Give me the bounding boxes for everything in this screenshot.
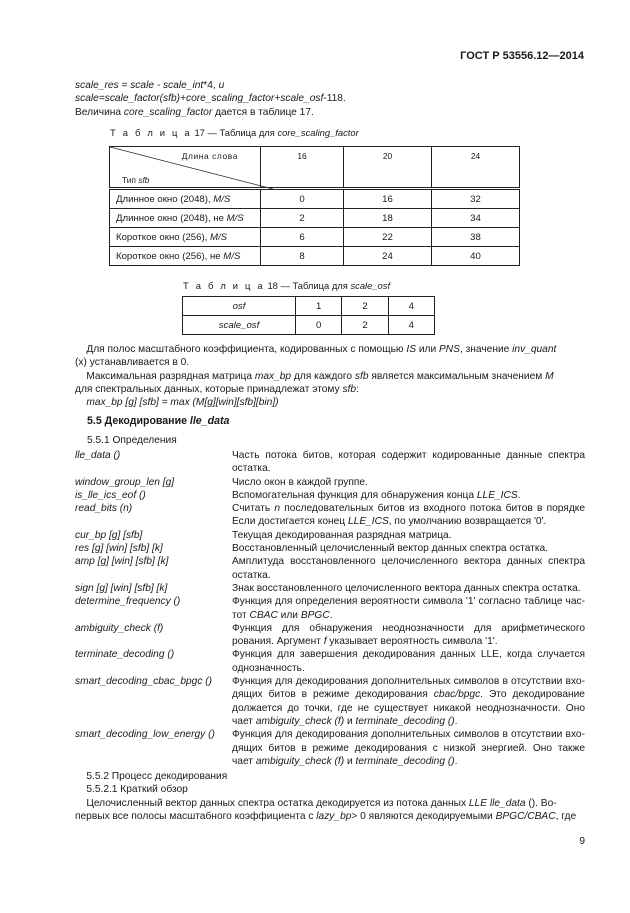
body-paragraphs bbox=[75, 343, 585, 409]
table-row bbox=[183, 316, 435, 335]
table-cell: 0 bbox=[261, 189, 344, 209]
table-cell: 1 bbox=[296, 297, 342, 316]
table-row bbox=[110, 247, 520, 266]
standard-header: ГОСТ Р 53556.12—2014 bbox=[460, 50, 584, 62]
definition-item bbox=[75, 728, 585, 768]
text-line: однозначность. bbox=[232, 662, 305, 674]
text-line: Функция для завершения декодирования данных LLE, когда случается bbox=[232, 649, 585, 661]
definition-description bbox=[232, 449, 585, 476]
table-cell: 22 bbox=[344, 228, 432, 247]
section-heading-5-5 bbox=[87, 415, 229, 427]
text-line: Считать n последовательных битов из входного потока битов в порядке bbox=[232, 503, 585, 515]
text-line: 5.5.2 Процесс декодирования bbox=[75, 771, 228, 782]
corner-bottom-var: sfb bbox=[138, 175, 150, 185]
col-header: 24 bbox=[431, 147, 519, 189]
table-cell: 32 bbox=[431, 189, 519, 209]
text-line: для спектральных данных, которые принадлежат этому sfb: bbox=[75, 383, 359, 395]
table-cell: 18 bbox=[344, 209, 432, 228]
text-line: 5.5.2.1 Краткий обзор bbox=[75, 784, 188, 796]
text-line: рования. Аргумент f указывает вероятность символа '1'. bbox=[232, 636, 498, 648]
definition-term: ambiguity_check (f) bbox=[75, 622, 164, 634]
definition-term: amp [g] [win] [sfb] [k] bbox=[75, 556, 169, 568]
definition-item bbox=[75, 622, 585, 649]
text-line: scale=scale_factor(sfb)+core_scaling_factor+scale_osf-118. bbox=[75, 93, 346, 105]
text-line: дящих битов в режиме декодирования с низкой энергией. Оно также bbox=[232, 742, 585, 754]
definition-term: terminate_decoding () bbox=[75, 649, 175, 661]
definition-description bbox=[232, 648, 585, 675]
text-line: Функция для определения вероятности символа '1' согласно таблице час- bbox=[232, 596, 585, 608]
definition-item bbox=[75, 648, 585, 675]
text-line: Функция для обнаружения неоднозначности для арифметического bbox=[232, 622, 585, 634]
caption-text: 17 — Таблица для bbox=[191, 127, 278, 138]
table18-caption bbox=[183, 280, 390, 291]
row-label: Длинное окно (2048), M/S bbox=[110, 189, 261, 209]
table-row bbox=[110, 228, 520, 247]
row-label: Короткое окно (256), M/S bbox=[110, 228, 261, 247]
table17 bbox=[109, 146, 520, 266]
table-row bbox=[110, 209, 520, 228]
text-line: Часть потока битов, которая содержит кодированные данные спектра bbox=[232, 450, 585, 461]
definition-description bbox=[232, 502, 585, 529]
col-header: 16 bbox=[261, 147, 344, 189]
text-line: Величина core_scaling_factor дается в таблице 17. bbox=[75, 106, 314, 118]
definition-term: smart_decoding_low_energy () bbox=[75, 729, 215, 741]
row-label: scale_osf bbox=[183, 316, 296, 335]
caption-prefix: Т а б л и ц а bbox=[183, 280, 265, 291]
text-line: Амплитуда восстановленного целочисленного вектора данных спектра bbox=[232, 556, 585, 568]
table-cell: 6 bbox=[261, 228, 344, 247]
definition-item bbox=[75, 542, 585, 555]
heading-text: 5.5 Декодирование bbox=[87, 415, 190, 427]
text-line: тот CBAC или BPGC. bbox=[232, 609, 333, 621]
definition-description bbox=[232, 728, 585, 768]
page-number: 9 bbox=[579, 836, 585, 847]
table17-corner-cell bbox=[110, 147, 261, 189]
definition-item bbox=[75, 449, 585, 476]
text-line: чает ambiguity_check (f) и terminate_decoding (). bbox=[232, 715, 458, 727]
definition-description bbox=[232, 555, 585, 582]
text-line: должается до точки, где не существует никакой неоднозначности. Оно bbox=[232, 702, 585, 714]
definition-item bbox=[75, 502, 585, 529]
intro-formulas bbox=[75, 79, 585, 119]
definition-item bbox=[75, 595, 585, 622]
definition-description bbox=[232, 595, 585, 622]
definition-description bbox=[232, 529, 585, 542]
text-line: Целочисленный вектор данных спектра остатка декодируется из потока данных LLE lle_data (). Во- bbox=[75, 797, 557, 809]
definitions-list bbox=[75, 449, 585, 768]
definition-description bbox=[232, 476, 585, 489]
row-label: Длинное окно (2048), не M/S bbox=[110, 209, 261, 228]
text-line: чает ambiguity_check (f) и terminate_decoding (). bbox=[232, 755, 458, 767]
caption-var: scale_osf bbox=[350, 280, 391, 291]
definition-description bbox=[232, 542, 585, 555]
definition-term: res [g] [win] [sfb] [k] bbox=[75, 543, 163, 555]
table-cell: 8 bbox=[261, 247, 344, 266]
caption-prefix: Т а б л и ц а bbox=[110, 127, 192, 138]
table-cell: 0 bbox=[296, 316, 342, 335]
table18 bbox=[182, 296, 435, 335]
definition-description bbox=[232, 675, 585, 728]
text-line: scale_res = scale - scale_int*4, и bbox=[75, 80, 225, 91]
text-line: Вспомогательная функция для обнаружения конца LLE_ICS. bbox=[232, 489, 521, 501]
table-row bbox=[183, 297, 435, 316]
definition-item bbox=[75, 476, 585, 489]
text-line: Для полос масштабного коэффициента, кодированных с помощью IS или PNS, значение inv_quant bbox=[75, 344, 557, 355]
text-line: Функция для декодирования дополнительных символов в отсутствии вхо- bbox=[232, 729, 585, 741]
table-row bbox=[110, 189, 520, 209]
corner-header-top: Длина слова bbox=[181, 151, 238, 161]
col-header: 20 bbox=[344, 147, 432, 189]
definition-term: sign [g] [win] [sfb] [k] bbox=[75, 582, 168, 594]
text-line: Знак восстановленного целочисленного вектора данных спектра остатка. bbox=[232, 582, 581, 594]
definition-term: smart_decoding_cbac_bpgc () bbox=[75, 676, 213, 688]
definition-item bbox=[75, 529, 585, 542]
row-label: Короткое окно (256), не M/S bbox=[110, 247, 261, 266]
caption-var: core_scaling_factor bbox=[277, 127, 359, 138]
text-line: Текущая декодированная разрядная матрица. bbox=[232, 529, 452, 541]
text-line: Число окон в каждой группе. bbox=[232, 476, 368, 488]
corner-header-bottom bbox=[122, 175, 149, 185]
heading-var: lle_data bbox=[189, 415, 230, 427]
text-line: Если достигается конец LLE_ICS, по умолчанию возвращается '0'. bbox=[232, 516, 547, 528]
definition-description bbox=[232, 622, 585, 649]
table17-caption bbox=[110, 127, 359, 138]
corner-bottom-text: Тип bbox=[122, 175, 139, 185]
table-cell: 4 bbox=[388, 297, 434, 316]
section-heading-5-5-1: 5.5.1 Определения bbox=[87, 435, 177, 446]
definition-item bbox=[75, 555, 585, 582]
table-cell: 34 bbox=[431, 209, 519, 228]
text-line: первых все полосы масштабного коэффициента с lazy_bp> 0 являются декодируемыми BPGC/CBAC, где bbox=[75, 810, 577, 822]
definition-description bbox=[232, 582, 585, 595]
definition-item bbox=[75, 675, 585, 728]
definition-term: window_group_len [g] bbox=[75, 476, 175, 488]
definition-term: is_lle_ics_eof () bbox=[75, 489, 146, 501]
table-cell: 38 bbox=[431, 228, 519, 247]
definition-term: cur_bp [g] [sfb] bbox=[75, 529, 143, 541]
table-cell: 2 bbox=[342, 297, 388, 316]
definition-description bbox=[232, 489, 585, 502]
text-line: Функция для декодирования дополнительных символов в отсутствии вхо- bbox=[232, 676, 585, 688]
definition-item bbox=[75, 489, 585, 502]
caption-text: 18 — Таблица для bbox=[264, 280, 351, 291]
row-label: osf bbox=[183, 297, 296, 316]
definition-item bbox=[75, 582, 585, 595]
text-line: Восстановленный целочисленный вектор данных спектра остатка. bbox=[232, 543, 549, 555]
body-paragraphs-2 bbox=[75, 770, 585, 823]
definition-term: lle_data () bbox=[75, 450, 121, 461]
text-line: max_bp [g] [sfb] = max (M[g][win][sfb][bin]) bbox=[86, 397, 279, 409]
table-cell: 16 bbox=[344, 189, 432, 209]
text-line: остатка. bbox=[232, 463, 271, 475]
table-cell: 24 bbox=[344, 247, 432, 266]
definition-term: determine_frequency () bbox=[75, 596, 181, 608]
table-cell: 40 bbox=[431, 247, 519, 266]
text-line: Максимальная разрядная матрица max_bp для каждого sfb является максимальным значением M bbox=[75, 370, 554, 382]
table-cell: 2 bbox=[342, 316, 388, 335]
table-cell: 2 bbox=[261, 209, 344, 228]
text-line: дящих битов в режиме декодирования cbac/bpgc. Это декодирование bbox=[232, 689, 585, 701]
table-cell: 4 bbox=[388, 316, 434, 335]
text-line: остатка. bbox=[232, 569, 271, 581]
text-line: (x) устанавливается в 0. bbox=[75, 357, 190, 369]
definition-term: read_bits (n) bbox=[75, 503, 133, 515]
